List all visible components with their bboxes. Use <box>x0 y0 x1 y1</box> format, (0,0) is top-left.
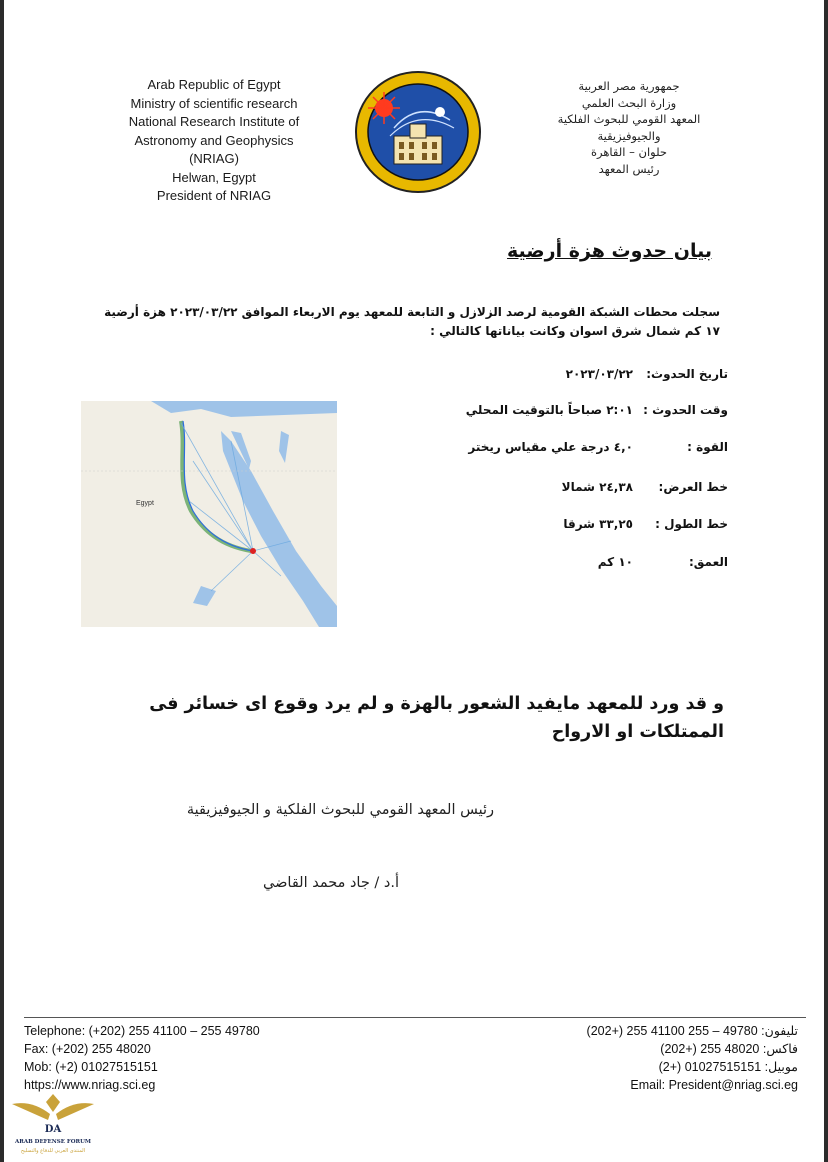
footer-ar-line: موبيل: 01027515151 (+2) <box>658 1060 798 1074</box>
watermark-brand: DA <box>44 1124 62 1135</box>
footer-email-link[interactable]: Email: President@nriag.sci.eg <box>630 1078 798 1092</box>
footer-divider <box>24 1017 806 1018</box>
header-ar-line: حلوان – القاهرة <box>590 145 667 159</box>
header-ar-line: جمهورية مصر العربية <box>578 79 680 93</box>
detail-row-time <box>434 403 728 421</box>
header-english <box>104 76 324 206</box>
header-en-line: Arab Republic of Egypt <box>147 77 281 92</box>
map-country-label: Egypt <box>136 500 154 507</box>
footer-en-line: Fax: (+202) 255 48020 <box>24 1042 151 1056</box>
watermark-text-ar: المنتدى العربي للدفاع والتسليح <box>20 1148 86 1154</box>
nriag-logo-icon <box>354 70 482 194</box>
intro-paragraph: سجلت محطات الشبكة القومية لرصد الزلازل و التابعة للمعهد يوم الاربعاء الموافق ٢٠٢٣/٠٣/٢٢ هزة أرضية ١٧ كم شمال شرق اسوان وكانت بياناتها كالتالي : <box>104 305 720 338</box>
detail-label: وقت الحدوث : <box>643 403 728 417</box>
document-title: بيان حدوث هزة أرضية <box>507 240 712 262</box>
header-en-line: President of NRIAG <box>156 188 272 203</box>
detail-label: القوة : <box>687 440 728 454</box>
detail-label: خط الطول : <box>655 517 728 531</box>
footer-ar-line: تليفون: 49780 – 255 41100 255 (+202) <box>586 1024 798 1038</box>
header-en-line: (NRIAG) <box>189 151 239 166</box>
footer-en-line: Telephone: (+202) 255 41100 – 255 49780 <box>24 1024 260 1038</box>
footer-en-line: Mob: (+2) 01027515151 <box>24 1060 158 1074</box>
header-arabic <box>524 78 734 177</box>
detail-row-magnitude <box>434 440 728 458</box>
footer-ar-line: فاكس: 48020 255 (+202) <box>660 1042 798 1056</box>
detail-label: خط العرض: <box>658 480 728 494</box>
detail-value: ٣٣,٢٥ شرقا <box>563 517 633 531</box>
detail-value: ٢٠٢٣/٠٣/٢٢ <box>565 367 633 381</box>
detail-row-depth <box>434 555 728 573</box>
detail-label: تاريخ الحدوث: <box>646 367 728 381</box>
header-en-line: Helwan, Egypt <box>172 169 256 185</box>
detail-label: العمق: <box>688 555 728 569</box>
header-ar-line: المعهد القومي للبحوث الفلكية <box>557 112 701 126</box>
detail-value: ٢٤,٣٨ شمالا <box>561 480 633 494</box>
statement-paragraph: و قد ورد للمعهد مايفيد الشعور بالهزة و لم يرد وقوع اى خسائر فى الممتلكات او الارواح <box>149 694 724 742</box>
signature-title: رئيس المعهد القومي للبحوث الفلكية و الجيوفيزيقية <box>186 802 494 818</box>
footer-website-link[interactable]: https://www.nriag.sci.eg <box>24 1078 156 1092</box>
detail-row-date <box>434 367 728 385</box>
epicenter-map <box>81 401 337 627</box>
footer-english <box>24 1022 344 1094</box>
header-en-line: National Research Institute of <box>128 114 300 129</box>
detail-value: ٢:٠١ صباحاً بالتوقيت المحلي <box>465 403 633 417</box>
detail-value: ١٠ كم <box>597 555 633 569</box>
detail-row-latitude <box>434 480 728 498</box>
detail-value: ٤,٠ درجة علي مقياس ريختر <box>468 440 633 454</box>
watermark-text-en: ARAB DEFENSE FORUM <box>15 1139 91 1145</box>
footer-arabic <box>534 1022 798 1094</box>
header-ar-line: وزارة البحث العلمي <box>581 95 677 110</box>
detail-row-longitude <box>434 517 728 535</box>
arab-defense-forum-watermark-icon <box>8 1090 98 1158</box>
header-ar-line: والجيوفيزيقية <box>597 128 661 143</box>
signature-name: أ.د / جاد محمد القاضي <box>263 875 399 891</box>
header-en-line: Ministry of scientific research <box>130 95 298 111</box>
document-page <box>4 0 824 1162</box>
header-ar-line: رئيس المعهد <box>598 161 660 176</box>
header-en-line: Astronomy and Geophysics <box>134 132 294 148</box>
